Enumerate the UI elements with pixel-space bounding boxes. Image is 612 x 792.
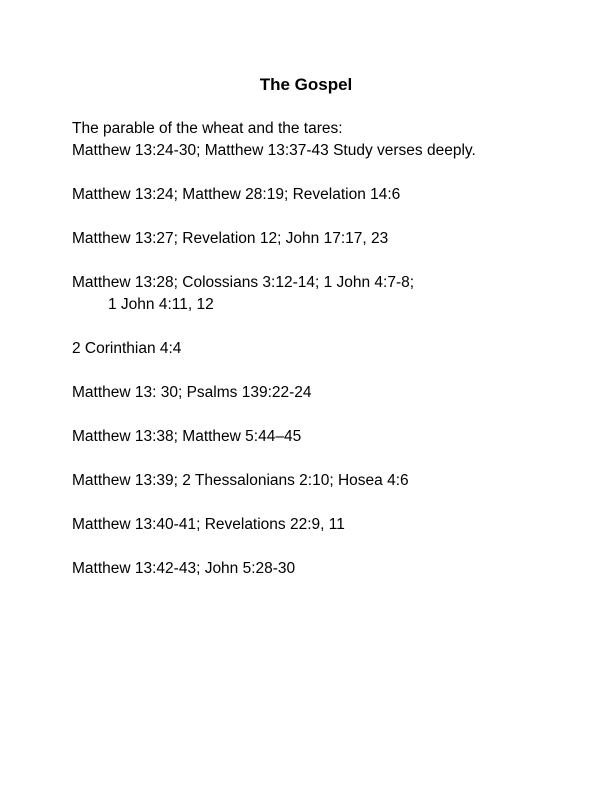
- paragraph-spacer: [72, 360, 552, 382]
- reference-line: Matthew 13:24; Matthew 28:19; Revelation 14:6: [72, 186, 401, 203]
- reference-line: Matthew 13:39; 2 Thessalonians 2:10; Hosea 4:6: [72, 472, 409, 489]
- reference-line: Matthew 13:28; Colossians 3:12-14; 1 John 4:7-8;: [72, 274, 415, 291]
- paragraph-spacer: [72, 404, 552, 426]
- paragraph-spacer: [72, 492, 552, 514]
- page-title: The Gospel: [259, 75, 353, 94]
- reference-line: 2 Corinthian 4:4: [72, 340, 182, 357]
- intro-reference-line: Matthew 13:24-30; Matthew 13:37-43 Study verses deeply.: [72, 142, 476, 159]
- paragraph-spacer: [72, 316, 552, 338]
- intro-line: The parable of the wheat and the tares:: [72, 120, 343, 137]
- reference-line: Matthew 13:42-43; John 5:28-30: [72, 560, 296, 577]
- reference-line: Matthew 13:27; Revelation 12; John 17:17, 23: [72, 230, 389, 247]
- paragraph-spacer: [72, 162, 552, 184]
- reference-line: Matthew 13:40-41; Revelations 22:9, 11: [72, 516, 345, 533]
- paragraph-spacer: [72, 536, 552, 558]
- reference-line-continuation: 1 John 4:11, 12: [108, 296, 214, 313]
- reference-line: Matthew 13: 30; Psalms 139:22-24: [72, 384, 312, 401]
- reference-line: Matthew 13:38; Matthew 5:44–45: [72, 428, 302, 445]
- paragraph-spacer: [72, 206, 552, 228]
- document-body: [72, 118, 552, 580]
- paragraph-spacer: [72, 250, 552, 272]
- paragraph-spacer: [72, 448, 552, 470]
